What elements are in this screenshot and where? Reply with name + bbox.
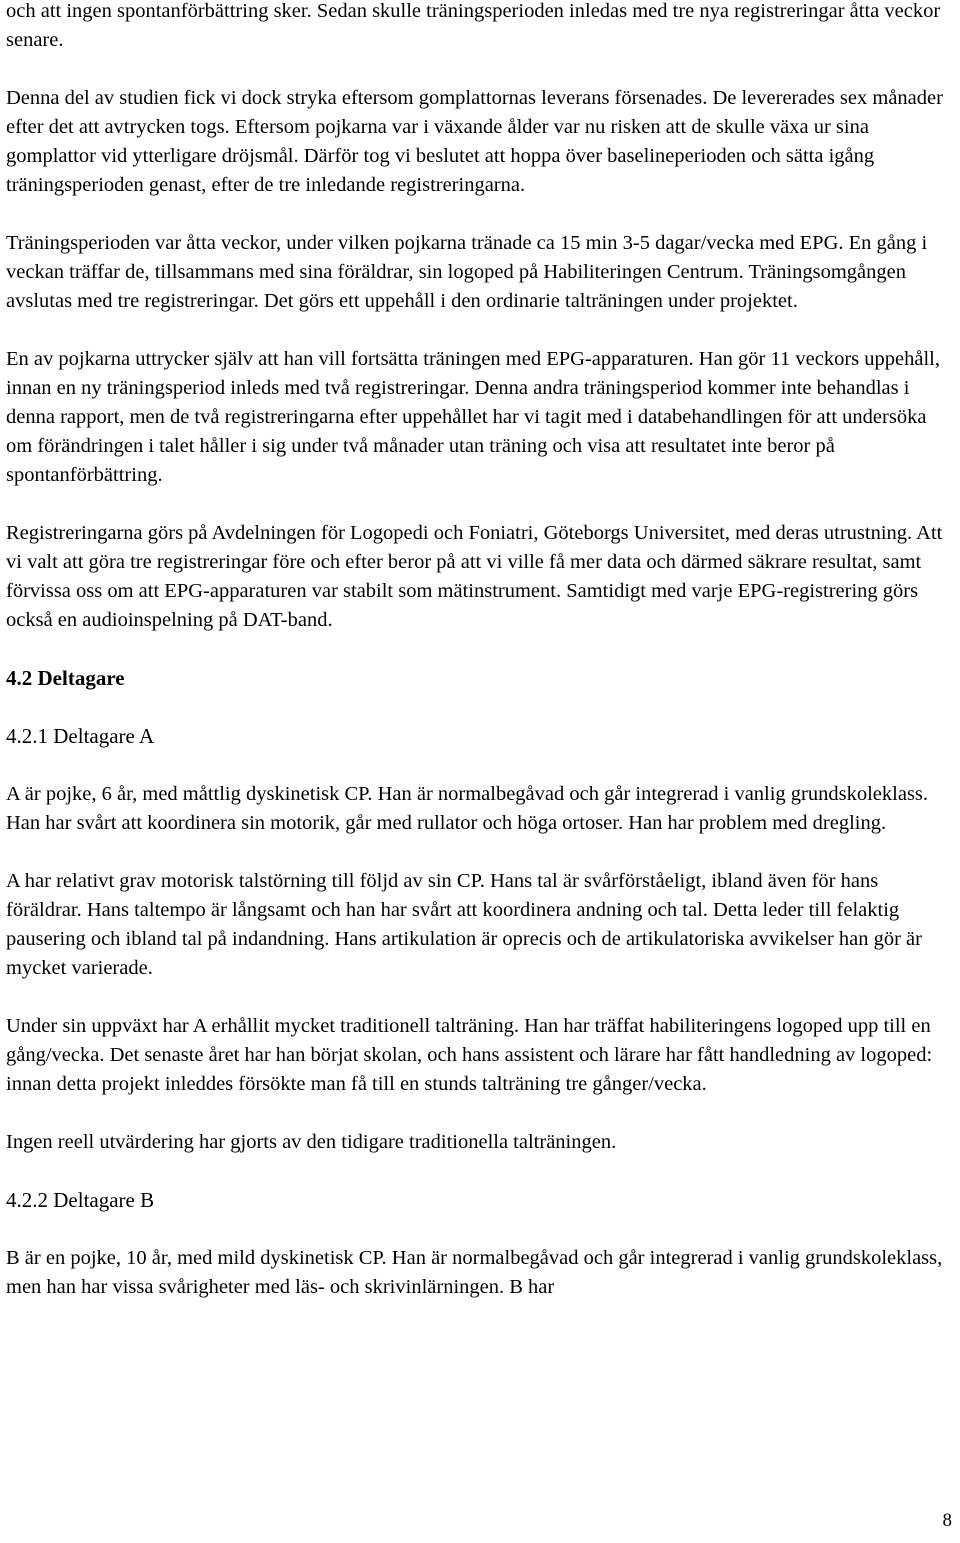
page-number: 8 [942, 1510, 952, 1531]
paragraph-a-speech: A har relativt grav motorisk talstörning till följd av sin CP. Hans tal är svårförståeligt, ibland även för hans föräldrar. Hans taltempo är långsamt och han har svårt att koordinera andning och tal. Detta leder till felaktig pausering och ibland tal på indandning. Hans artikulation är oprecis och de artikulatoriska avvikelser han gör är mycket varierade. [6, 870, 922, 979]
paragraph-training-period: Träningsperioden var åtta veckor, under vilken pojkarna tränade ca 15 min 3-5 dagar/vecka med EPG. En gång i veckan träffar de, tillsammans med sina föräldrar, sin logoped på Habiliteringen Centrum. Träningsomgången avslutas med tre registreringar. Det görs ett uppehåll i den ordinarie talträningen under projektet. [6, 232, 928, 312]
section-heading-deltagare: 4.2 Deltagare [6, 666, 125, 690]
paragraph-delay: Denna del av studien fick vi dock stryka eftersom gomplattornas leverans försenades. De levererades sex månader efter det att avtrycken togs. Eftersom pojkarna var i växande ålder var nu risken att de skulle växa ur sina gomplattor vid ytterligare dröjsmål. Därför tog vi beslutet att hoppa över baselineperioden och sätta igång träningsperioden genast, efter de tre inledande registreringarna. [6, 87, 943, 196]
paragraph-continued-training: En av pojkarna uttrycker själv att han vill fortsätta träningen med EPG-apparaturen. Han gör 11 veckors uppehåll, innan en ny träningsperiod inleds med två registreringar. Denna andra träningsperiod kommer inte behandlas i denna rapport, men de två registreringarna efter uppehållet har vi tagit med i databehandlingen för att undersöka om förändringen i talet håller i sig under två månader utan träning och visa att resultatet inte beror på spontanförbättring. [6, 348, 940, 486]
paragraph-b-description: B är en pojke, 10 år, med mild dyskinetisk CP. Han är normalbegåvad och går integrerad i vanlig grundskoleklass, men han har vissa svårigheter med läs- och skrivinlärningen. B har [6, 1247, 943, 1298]
document-page [6, 0, 952, 1331]
paragraph-a-history: Under sin uppväxt har A erhållit mycket traditionell talträning. Han har träffat habiliteringens logoped upp till en gång/vecka. Det senaste året har han börjat skolan, och hans assistent och lärare har fått handledning av logoped: innan detta projekt inleddes försökte man få till en stunds talträning tre gånger/vecka. [6, 1015, 933, 1095]
subsection-heading-deltagare-b: 4.2.2 Deltagare B [6, 1188, 155, 1212]
paragraph-training-plan: och att ingen spontanförbättring sker. Sedan skulle träningsperioden inledas med tre nya registreringar åtta veckor senare. [6, 0, 941, 51]
paragraph-a-evaluation: Ingen reell utvärdering har gjorts av den tidigare traditionella talträningen. [6, 1131, 617, 1153]
subsection-heading-deltagare-a: 4.2.1 Deltagare A [6, 724, 155, 748]
paragraph-a-description: A är pojke, 6 år, med måttlig dyskinetisk CP. Han är normalbegåvad och går integrerad i vanlig grundskoleklass. Han har svårt att koordinera sin motorik, går med rullator och höga ortoser. Han har problem med dregling. [6, 783, 929, 834]
paragraph-registrations: Registreringarna görs på Avdelningen för Logopedi och Foniatri, Göteborgs Universitet, med deras utrustning. Att vi valt att göra tre registreringar före och efter beror på att vi ville få mer data och därmed säkrare resultat, samt förvissa oss om att EPG-apparaturen var stabilt som mätinstrument. Samtidigt med varje EPG-registrering görs också en audioinspelning på DAT-band. [6, 522, 943, 631]
